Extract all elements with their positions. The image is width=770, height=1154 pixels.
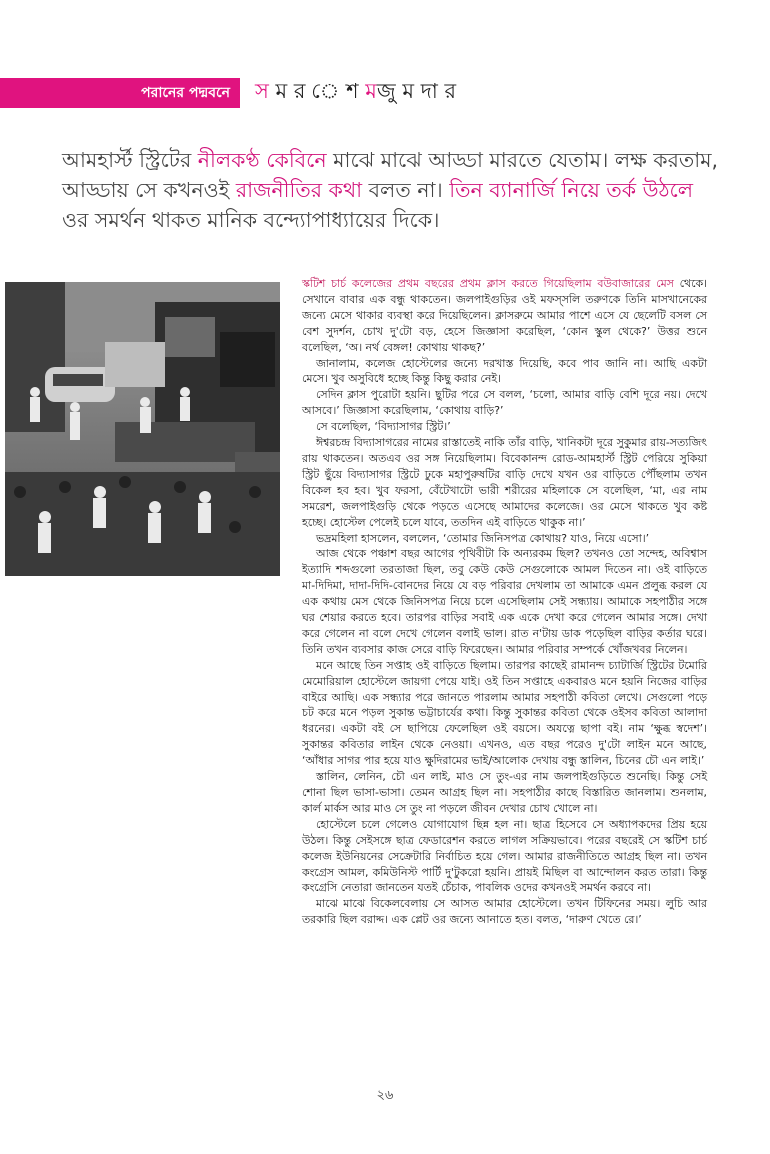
author-name	[255, 75, 456, 107]
article-paragraph-text: মাঝে মাঝে বিকেলবেলায় সে আসত আমার হোস্টেলে। তখন টিফিনের সময়। লুচি আর তরকারি ছিল বরাদ্দ। এক প্লেট ওর জন্যে আনাতে হত। বলত, ‘দারুণ খেতে রে।’	[302, 897, 707, 927]
article-paragraph-text: সে বলেছিল, ‘বিদ্যাসাগর স্ট্রিট।’	[316, 420, 451, 434]
article-lead: স্কটিশ চার্চ কলেজের প্রথম বছরের প্রথম ক্লাস করতে গিয়েছিলাম বউবাজারের মেস	[302, 277, 674, 290]
article-paragraph	[302, 896, 707, 928]
street-photo	[5, 282, 280, 576]
pull-quote-highlight: রাজনীতির কথা	[235, 178, 363, 202]
author-name-part: স	[255, 79, 269, 103]
article-paragraph	[302, 546, 707, 657]
article-paragraph	[302, 531, 707, 547]
page-number: ২৬	[376, 1088, 394, 1103]
article-paragraph-text: জানালাম, কলেজ হোস্টেলের জন্যে দরখাস্ত দিয়েছি, কবে পাব জানি না। আছি একটা মেসে। খুব অসুবিধে হচ্ছে কিন্তু কিছু করার নেই।	[302, 356, 707, 386]
article-paragraph	[302, 419, 707, 435]
article-paragraph-text: ভদ্রমহিলা হাসলেন, বললেন, ‘তোমার জিনিসপত্র কোথায়? যাও, নিয়ে এসো।’	[316, 531, 650, 545]
pull-quote	[62, 145, 722, 235]
article-paragraph-text: সেদিন ক্লাস পুরোটা হয়নি। ছুটির পরে সে বলল, ‘চলো, আমার বাড়ি বেশি দূরে নয়। দেখে আসবে।’ জিজ্ঞাসা করেছিলাম, ‘কোথায় বাড়ি?’	[302, 388, 707, 418]
article-paragraph	[302, 658, 707, 769]
article-paragraph-text: আজ থেকে পঞ্চাশ বছর আগের পৃথিবীটা কি অন্যরকম ছিল? তখনও তো সন্দেহ, অবিশ্বাস ইত্যাদি শব্দগুলো তরতাজা ছিল, তবু কেউ কেউ সেগুলোকে আমল দিতেন না। ওই বাড়িতে মা-দিদিমা, দাদা-দিদি-বোনদের নিয়ে যে বড় পরিবার দেখলাম তা আমাকে এমন প্রলুব্ধ করল যে এক কথায় মেস থেকে জিনিসপত্র নিয়ে চলে এসেছিলাম সেই সন্ধ্যায়। আমাকে সহপাঠীর সঙ্গে ঘর শেয়ার করতে হবে। তারপর বাড়ির সবাই এক একে দেখা করে গেলেন আমার সঙ্গে। দেখা করে গেলেন না বলে দেখে গেলেন বলাই ভাল। রাত ন'টায় ডাক পড়েছিল বাড়ির কর্তার ঘরে। তিনি তখন ব্যবসার কাজ সেরে বাড়ি ফিরেছেন। আমার পরিবার সম্পর্কে খোঁজখবর নিলেন।	[302, 547, 707, 656]
article-paragraph	[302, 817, 707, 897]
article-paragraph-text: থেকে। সেখানে বাবার এক বন্ধু থাকতেন। জলপাইগুড়ির ওই মফস্‌সলি তরুণকে তিনি মাসখানেকের জন্যে মেসে থাকার ব্যবস্থা করে দিয়েছিলেন। ক্লাসরুমে আমার পাশে এসে যে ছেলেটি বসল সে বেশ সুদর্শন, চোখ দু'টো বড়, হেসে জিজ্ঞাসা করেছিল, ‘কোন স্কুল থেকে?’ উত্তর শুনে বলেছিল, ‘অ। নর্থ বেঙ্গল! কোথায় থাকছ?’	[302, 277, 707, 354]
article-paragraph	[302, 356, 707, 388]
article-paragraph	[302, 769, 707, 817]
author-name-part: জু ম দা র	[376, 79, 457, 103]
article-paragraph	[302, 387, 707, 419]
article-paragraph	[302, 276, 707, 356]
article-body	[302, 276, 707, 928]
pull-quote-text: মাঝে মাঝে আড্ডা মারতে যেতাম। লক্ষ করতাম, আড্ডায় সে কখনওই	[62, 148, 719, 202]
article-paragraph-text: মনে আছে তিন সপ্তাহ ওই বাড়িতে ছিলাম। তারপর কাছেই রামানন্দ চ্যাটার্জি স্ট্রিটের টমোরি মেমোরিয়াল হোস্টেলে জায়গা পেয়ে যাই। ওই তিন সপ্তাহে একবারও মনে হয়নি নিজের বাড়ির বাইরে আছি। এক সন্ধ্যার পরে জানতে পারলাম আমার সহপাঠী কবিতা লেখে। সেগুলো পড়ে চট করে মনে পড়ল সুকান্ত ভট্টাচার্যের কথা। কিন্তু সুকান্তর কবিতা থেকে ওইসব কবিতা আলাদা ধরনের। একটা বই সে ছাপিয়ে ফেলেছিল ওই বয়সে। অযত্নে ছাপা বই। নাম ‘ক্ষুব্ধ স্বদেশ’। সুকান্তর কবিতার লাইন থেকে নেওয়া। এখনও, এত বছর পরেও দু'টো লাইন মনে আছে, ‘আঁধার সাগর পার হয়ে যাও ক্ষুদিরামের ভাই/আলোক দেখায় বন্ধু স্তালিন, চিনের চৌ এন লাই।’	[302, 658, 707, 768]
series-title: পরানের পদ্মবনে	[141, 85, 230, 101]
article-paragraph-text: ঈশ্বরচন্দ্র বিদ্যাসাগরের নামের রাস্তাতেই নাকি তাঁর বাড়ি, খানিকটা দূরে সুকুমার রায়-সত্যজিৎ রায় থাকতেন। অতএব ওর সঙ্গ নিয়েছিলাম। বিবেকানন্দ রোড-আমহার্স্ট স্ট্রিট পেরিয়ে সুকিয়া স্ট্রিট ছুঁয়ে বিদ্যাসাগর স্ট্রিটে ঢুকে মহাপুরুষটির বাড়ি দেখে যখন ওর বাড়িতে পৌঁছলাম তখন বিকেল হব হব। খুব ফরসা, বেঁটেখাটো ভারী শরীরের মহিলাকে সে বলেছিল, ‘মা, এর নাম সমরেশ, জলপাইগুড়ি থেকে পড়তে এসেছে আমাদের কলেজে। ওর মেসে থাকতে খুব কষ্ট হচ্ছে। হোস্টেল পেলেই চলে যাবে, ততদিন এই বাড়িতে থাকুক না।’	[302, 436, 707, 529]
author-name-part: ম র ে শ	[268, 79, 366, 103]
article-paragraph	[302, 435, 707, 530]
pull-quote-text: আমহার্স্ট স্ট্রিটের	[62, 148, 198, 172]
pull-quote-text: ওর সমর্থন থাকত মানিক বন্দ্যোপাধ্যায়ের দিকে।	[62, 208, 440, 232]
pull-quote-highlight: নীলকণ্ঠ কেবিনে	[197, 148, 327, 172]
pull-quote-highlight: তিন ব্যানার্জি নিয়ে তর্ক উঠলে	[449, 178, 694, 202]
article-paragraph-text: হোস্টেলে চলে গেলেও যোগাযোগ ছিন্ন হল না। ছাত্র হিসেবে সে অধ্যাপকদের প্রিয় হয়ে উঠল। কিন্তু সেইসঙ্গে ছাত্র ফেডারেশন করতে লাগল সক্রিয়ভাবে। পরের বছরেই সে স্কটিশ চার্চ কলেজ ইউনিয়নের সেক্রেটারি নির্বাচিত হয়ে গেল। আমার রাজনীতিতে আগ্রহ ছিল না। তখন কংগ্রেস আমল, কমিউনিস্ট পার্টি দু'টুকরো হয়নি। প্রায়ই মিছিল বা আন্দোলন করত তারা। কিন্তু কংগ্রেসি নেতারা জানতেন যতই চেঁচাক, পাবলিক ওদের কখনওই সমর্থন করবে না।	[302, 817, 707, 895]
article-paragraph-text: স্তালিন, লেনিন, চৌ এন লাই, মাও সে তুং-এর নাম জলপাইগুড়িতে শুনেছি। কিন্তু সেই শোনা ছিল ভাসা-ভাসা। তেমন আগ্রহ ছিল না। সহপাঠীর কাছে বিস্তারিত জানলাম। শুনলাম, কার্ল মার্কস আর মাও সে তুং না পড়লে জীবন দেখার চোখ খোলে না।	[302, 770, 707, 815]
author-name-part: ম	[365, 79, 377, 103]
photo-street-crowd-icon	[5, 282, 280, 576]
pull-quote-text: বলত না।	[362, 178, 450, 202]
